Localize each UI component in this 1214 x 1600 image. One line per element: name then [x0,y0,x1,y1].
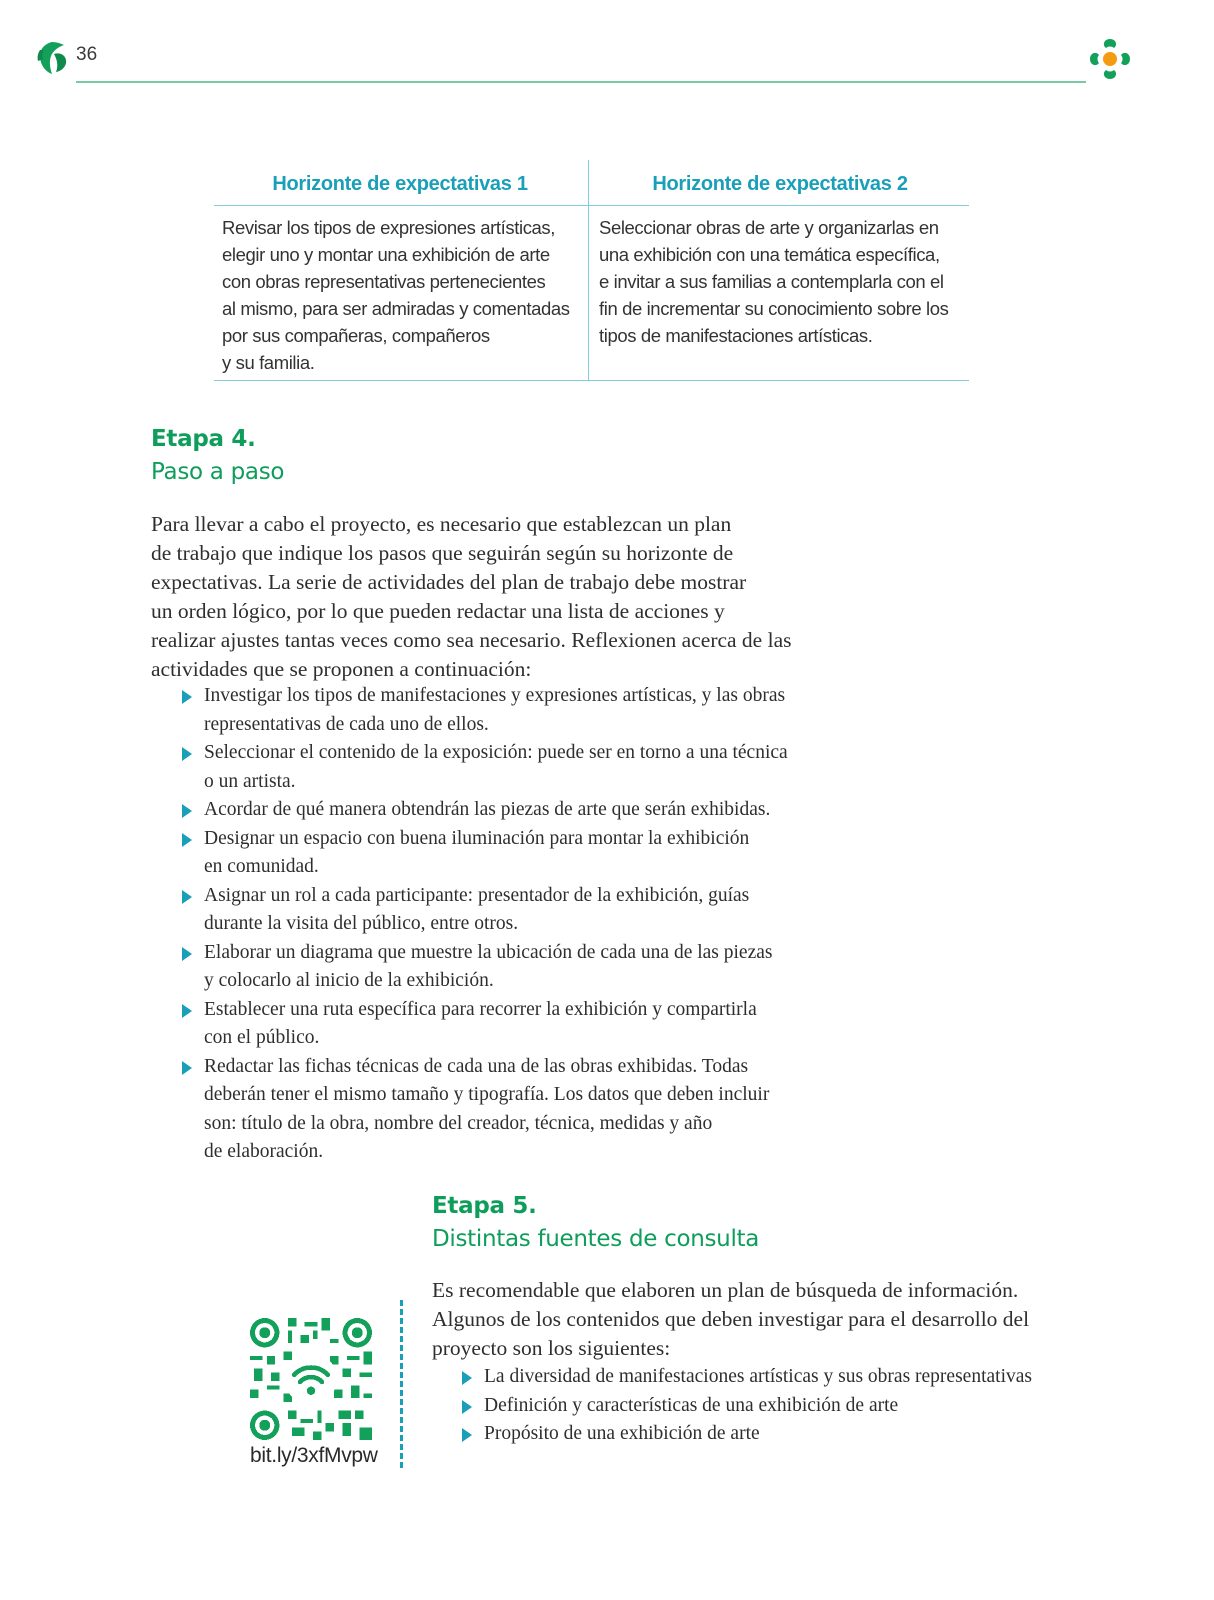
stage-4-intro [151,510,851,684]
qr-link-text[interactable]: bit.ly/3xfMvpw [250,1444,378,1467]
text-line: deberán tener el mismo tamaño y tipografía. Los datos que deben incluir [204,1084,770,1105]
text-line: Designar un espacio con buena iluminación para montar la exhibición [204,827,750,849]
text-line: Para llevar a cabo el proyecto, es necesario que establezcan un plan [151,512,732,536]
text-line: con obras representativas pertenecientes [222,271,546,292]
text-line: de elaboración. [204,1141,324,1162]
triangle-bullet-icon [182,747,192,761]
text-line: Seleccionar el contenido de la exposición: puede ser en torno a una técnica [204,742,788,763]
list-item [458,1392,1108,1421]
expectations-header-1: Horizonte de expectativas 1 [214,160,589,206]
text-line: Es recomendable que elaboren un plan de búsqueda de información. [432,1278,1019,1302]
text-line: e invitar a sus familias a contemplarla con el [599,271,944,292]
text-line: y su familia. [222,352,315,373]
text-line: durante la visita del público, entre otros. [204,913,519,934]
text-line: Elaborar un diagrama que muestre la ubicación de cada una de las piezas [204,941,773,963]
text-line: al mismo, para ser admiradas y comentadas [222,298,570,319]
expectations-table [214,160,969,381]
list-item [178,1053,858,1167]
text-line: por sus compañeras, compañeros [222,325,490,346]
list-item [178,739,858,796]
text-line: Acordar de qué manera obtendrán las piezas de arte que serán exhibidas. [204,799,771,820]
text-line: son: título de la obra, nombre del creador, técnica, medidas y año [204,1112,713,1134]
text-line: Definición y características de una exhibición de arte [484,1394,899,1416]
text-line: expectativas. La serie de actividades del plan de trabajo debe mostrar [151,570,747,594]
expectations-header-2: Horizonte de expectativas 2 [589,160,970,206]
list-item [178,796,858,825]
triangle-bullet-icon [182,804,192,818]
triangle-bullet-icon [462,1371,472,1385]
list-item [178,996,858,1053]
text-line: Investigar los tipos de manifestaciones y expresiones artísticas, y las obras [204,685,786,706]
qr-code-icon[interactable] [250,1318,372,1440]
text-line: representativas de cada uno de ellos. [204,713,489,735]
text-line: actividades que se proponen a continuación: [151,657,532,681]
text-line: tipos de manifestaciones artísticas. [599,325,873,346]
text-line: o un artista. [204,770,296,792]
text-line: una exhibición con una temática específica, [599,244,940,265]
header-rule [76,81,1086,83]
stage-5-number: Etapa 5. [432,1193,537,1219]
triangle-bullet-icon [182,833,192,847]
triangle-bullet-icon [182,1061,192,1075]
text-line: Algunos de los contenidos que deben investigar para el desarrollo del [432,1307,1030,1331]
triangle-bullet-icon [462,1428,472,1442]
list-item [178,682,858,739]
text-line: Seleccionar obras de arte y organizarlas en [599,217,939,238]
stage-4-number: Etapa 4. [151,426,256,452]
expectations-cell-1 [214,206,589,381]
triangle-bullet-icon [182,947,192,961]
stage-4-title: Paso a paso [151,459,285,485]
text-line: Establecer una ruta específica para recorrer la exhibición y compartirla [204,998,757,1020]
text-line: Asignar un rol a cada participante: presentador de la exhibición, guías [204,884,750,906]
list-item [178,882,858,939]
text-line: elegir uno y montar una exhibición de arte [222,244,550,265]
text-line: y colocarlo al inicio de la exhibición. [204,970,494,991]
text-line: de trabajo que indique los pasos que seguirán según su horizonte de [151,541,734,565]
list-item [458,1420,1108,1449]
text-line: Redactar las fichas técnicas de cada una de las obras exhibidas. Todas [204,1055,749,1077]
page-number: 36 [76,44,98,65]
stage-4-activity-list [178,682,858,1167]
text-line: realizar ajustes tantas veces como sea necesario. Reflexionen acerca de las [151,628,792,652]
expectations-cell-2 [589,206,970,381]
leaf-logo-icon [36,40,68,76]
list-item [178,939,858,996]
stage-4-heading [151,423,284,489]
text-line: Propósito de una exhibición de arte [484,1423,760,1444]
flower-logo-icon [1088,33,1140,85]
text-line: Revisar los tipos de expresiones artísticas, [222,217,556,238]
text-line: La diversidad de manifestaciones artísticas y sus obras representativas [484,1366,1032,1387]
list-item [178,825,858,882]
text-line: un orden lógico, por lo que pueden redactar una lista de acciones y [151,599,725,623]
triangle-bullet-icon [182,690,192,704]
text-line: con el público. [204,1027,320,1048]
text-line: proyecto son los siguientes: [432,1336,671,1360]
stage-5-intro [432,1276,1092,1363]
page-header [0,0,1214,100]
triangle-bullet-icon [462,1400,472,1414]
text-line: fin de incrementar su conocimiento sobre los [599,298,949,319]
list-item [458,1363,1108,1392]
dashed-divider [400,1300,403,1468]
stage-5-content-list [458,1363,1108,1449]
stage-5-title: Distintas fuentes de consulta [432,1226,760,1252]
stage-5-heading [432,1190,759,1256]
triangle-bullet-icon [182,1004,192,1018]
triangle-bullet-icon [182,890,192,904]
text-line: en comunidad. [204,856,319,877]
